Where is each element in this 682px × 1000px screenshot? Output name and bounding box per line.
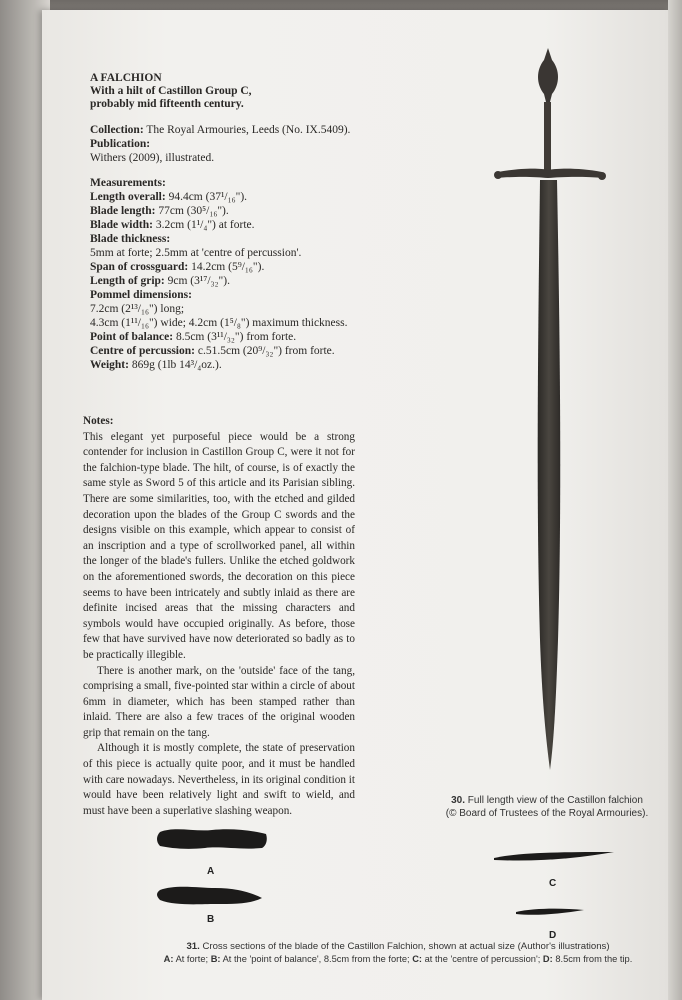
section-d-shape	[516, 909, 584, 915]
section-c-label: C	[549, 878, 557, 889]
balance-label: Point of balance:	[90, 331, 174, 343]
section-a-shape	[157, 829, 267, 849]
weight-value: 869g (1lb 14³/₄oz.).	[131, 359, 222, 371]
section-b-shape	[157, 887, 262, 905]
span-value: 14.2cm (5⁹/₁₆").	[191, 261, 265, 273]
grip-value: 9cm (3¹⁷/₃₂").	[167, 275, 230, 287]
figure-31-a-text: At forte;	[175, 954, 209, 964]
percussion-label: Centre of percussion:	[90, 345, 195, 357]
balance-value: 8.5cm (3¹¹/₃₂") from forte.	[175, 331, 297, 343]
blade-length-label: Blade length:	[90, 205, 156, 217]
figure-31-b-label: B:	[210, 954, 221, 964]
blade-width-label: Blade width:	[90, 219, 153, 231]
entry-subtitle-2: probably mid fifteenth century.	[90, 98, 244, 110]
figure-31-caption	[118, 940, 678, 966]
publication-value: Withers (2009), illustrated.	[90, 152, 215, 164]
notes-paragraph-1: This elegant yet purposeful piece would be a strong contender for inclusion in Castillon Group C, were it not for the falchion-type blade. The hilt, of course, is of exactly the same style as Sword 5 of this article and its Parisian sibling. There are some similarities, too, with the etched and gilded decoration upon the blades of the Group C swords and the designs visible on this example, which appear to consist of an inscription and a type of scrollworked panel, all within the longer of the blade's fullers. Unlike the etched goldwork on the aforementioned swords, the decoration on this piece seems to have been intricately and subtly inlaid as there are definite incised areas that the missing characters and symbols would have occupied originally. As before, those few that have survived have now deteriorated so badly as to be practically illegible.	[83, 430, 355, 661]
blade-thickness-value: 5mm at forte; 2.5mm at 'centre of percussion'.	[90, 247, 302, 259]
figure-31-number: 31.	[186, 941, 200, 952]
percussion-value: c.51.5cm (20⁹/₃₂") from forte.	[197, 345, 335, 357]
section-c-shape	[494, 852, 614, 861]
figure-31-d-label: D:	[542, 954, 553, 964]
figure-30-caption-1: Full length view of the Castillon falchion	[467, 795, 643, 806]
figure-31-b-text: At the 'point of balance', 8.5cm from the forte;	[222, 954, 410, 964]
notes-paragraph-3: Although it is mostly complete, the state of preservation of this piece is actually quite poor, and it must be handled with care nowadays. Nevertheless, in its original condition it would have been relatively light and swift to wield, and must have been a superlative slashing weapon.	[83, 742, 355, 817]
notes-paragraph-2: There is another mark, on the 'outside' face of the tang, comprising a small, five-pointed star within a circle of about 6mm in diameter, which has been stamped rather than inlaid. There are also a few traces of the original wooden grip that remain on the tang.	[83, 664, 355, 739]
pommel-value-2: 4.3cm (1¹¹/₁₆") wide; 4.2cm (1⁵/₈") maximum thickness.	[90, 317, 348, 329]
figure-31-caption-1: Cross sections of the blade of the Castillon Falchion, shown at actual size (Author's illustrations)	[202, 941, 610, 952]
figure-31-c-text: at the 'centre of percussion';	[424, 954, 541, 964]
entry-title: A FALCHION	[90, 72, 162, 84]
figure-30-caption-2: (© Board of Trustees of the Royal Armouries).	[445, 808, 649, 819]
section-d-label: D	[549, 930, 557, 941]
measurements-heading: Measurements:	[90, 177, 166, 189]
blade-width-value: 3.2cm (1¹/₄") at forte.	[155, 219, 255, 231]
figure-30-number: 30.	[451, 795, 466, 806]
publication-label: Publication:	[90, 138, 151, 150]
blade-length-value: 77cm (30⁵/₁₆").	[158, 205, 229, 217]
length-overall-value: 94.4cm (37¹/₁₆").	[168, 191, 248, 203]
figure-31-d-text: 8.5cm from the tip.	[555, 954, 633, 964]
collection-label: Collection:	[90, 124, 144, 136]
length-overall-label: Length overall:	[90, 191, 166, 203]
weight-label: Weight:	[90, 359, 129, 371]
figure-31-c-label: C:	[412, 954, 423, 964]
collection-value: The Royal Armouries, Leeds (No. IX.5409).	[146, 124, 351, 136]
pommel-value-1: 7.2cm (2¹³/₁₆") long;	[90, 303, 185, 315]
section-a-label: A	[207, 866, 215, 877]
entry-subtitle-1: With a hilt of Castillon Group C,	[90, 85, 252, 97]
notes-heading: Notes:	[83, 415, 114, 427]
pommel-label: Pommel dimensions:	[90, 289, 192, 301]
span-label: Span of crossguard:	[90, 261, 189, 273]
figure-31-a-label: A:	[163, 954, 174, 964]
section-b-label: B	[207, 914, 215, 925]
blade-thickness-label: Blade thickness:	[90, 233, 171, 245]
grip-label: Length of grip:	[90, 275, 165, 287]
